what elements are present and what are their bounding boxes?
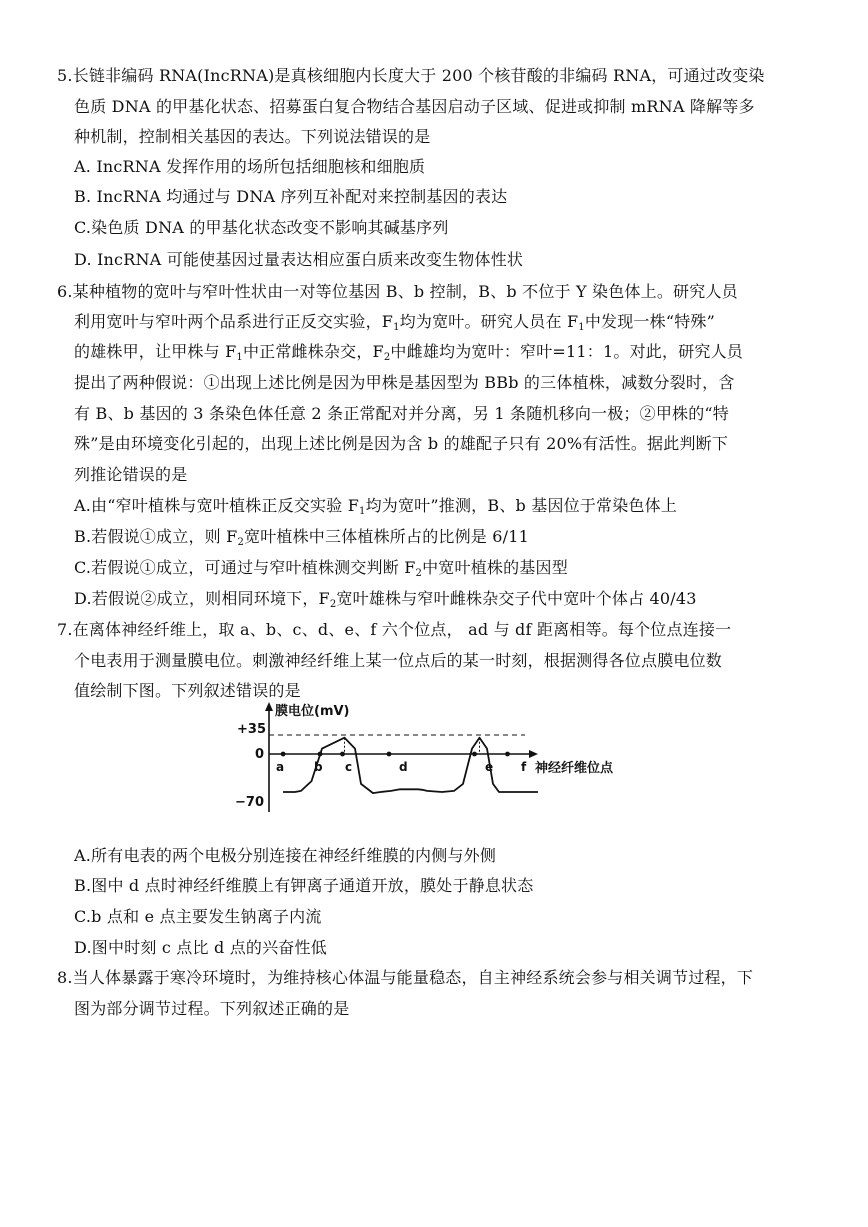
site-dot-c [340, 752, 345, 757]
q6-l2-text-b: 均为宽叶。研究人员在 F [399, 312, 579, 331]
site-dot-d [387, 752, 392, 757]
q5-stem-line-1: 5.长链非编码 RNA(IncRNA)是真核细胞内长度大于 200 个核苷酸的非编码 RNA，可通过改变染 [57, 66, 765, 85]
q5-option-a: A. IncRNA 发挥作用的场所包括细胞核和细胞质 [74, 157, 426, 176]
site-label-a: a [276, 760, 285, 774]
q5-option-b: B. IncRNA 均通过与 DNA 序列互补配对来控制基因的表达 [74, 187, 508, 206]
site-label-b: b [314, 760, 323, 774]
q6-option-b [74, 527, 529, 547]
q6-a-sub: 1 [359, 506, 366, 517]
q6-l3-text-c: 中雌雄均为宽叶：窄叶=11：1。对此，研究人员 [390, 342, 743, 361]
site-dot-b [318, 752, 323, 757]
ytick-minus70: −70 [235, 795, 264, 810]
q6-stem-line-4: 提出了两种假说：①出现上述比例是因为甲株是基因型为 BBb 的三体植株，减数分裂时，含 [74, 373, 735, 392]
q7-stem-line-2: 个电表用于测量膜电位。刺激神经纤维上某一位点后的某一时刻，根据测得各位点膜电位数 [74, 651, 723, 670]
q6-d-text-a: D.若假说②成立，则相同环境下，F [74, 589, 330, 608]
site-dot-a [281, 752, 286, 757]
q6-b-text-b: 宽叶植株中三体植株所占的比例是 6/11 [244, 527, 530, 546]
site-label-d: d [399, 760, 408, 774]
q5-stem-line-3: 种机制，控制相关基因的表达。下列说法错误的是 [74, 127, 431, 146]
q6-d-sub: 2 [329, 599, 337, 610]
q6-l3-sub-b: 2 [383, 352, 391, 363]
q7-option-a: A.所有电表的两个电极分别连接在神经纤维膜的内侧与外侧 [74, 846, 497, 865]
q6-b-sub: 2 [237, 537, 244, 548]
q6-l3-text-a: 的雄株甲，让甲株与 F [74, 342, 237, 361]
membrane-potential-chart [225, 700, 614, 815]
q6-l2-sub-a: 1 [393, 322, 400, 333]
q7-stem-line-1: 7.在离体神经纤维上，取 a、b、c、d、e、f 六个位点， ad 与 df 距离相等。每个位点连接一 [57, 620, 732, 639]
q7-option-b: B.图中 d 点时神经纤维膜上有钾离子通道开放，膜处于静息状态 [74, 876, 534, 895]
q6-a-text-b: 均为宽叶”推测，B、b 基因位于常染色体上 [365, 496, 678, 515]
site-dot-e [472, 752, 477, 757]
x-axis-arrow-icon [529, 750, 538, 758]
q7-stem-line-3: 值绘制下图。下列叙述错误的是 [74, 681, 301, 700]
site-label-c: c [345, 760, 353, 774]
q6-a-text-a: A.由“窄叶植株与宽叶植株正反交实验 F [74, 496, 360, 515]
y-axis-label: 膜电位(mV) [275, 704, 350, 719]
ytick-plus35: +35 [237, 722, 266, 737]
q6-option-d [74, 589, 697, 609]
q6-l3-sub-a: 1 [236, 352, 243, 363]
q6-stem-line-2 [74, 312, 715, 332]
q6-l2-text-c: 中发现一株“特殊” [584, 312, 715, 331]
q6-l2-text-a: 利用宽叶与窄叶两个品系进行正反交实验，F [74, 312, 394, 331]
q6-c-text-a: C.若假说①成立，可通过与窄叶植株测交判断 F [74, 558, 416, 577]
q5-stem-line-2: 色质 DNA 的甲基化状态、招募蛋白复合物结合基因启动子区域、促进或抑制 mRNA 降解等多 [74, 97, 755, 116]
q6-d-text-b: 宽叶雄株与窄叶雌株杂交子代中宽叶个体占 40/43 [336, 589, 697, 608]
q7-option-d: D.图中时刻 c 点比 d 点的兴奋性低 [74, 938, 327, 957]
q6-stem-line-6: 殊”是由环境变化引起的，出现上述比例是因为含 b 的雄配子只有 20%有活性。据此判断下 [74, 434, 729, 453]
q5-option-d: D. IncRNA 可能使基因过量表达相应蛋白质来改变生物体性状 [74, 250, 524, 269]
q5-option-c: C.染色质 DNA 的甲基化状态改变不影响其碱基序列 [74, 218, 449, 237]
y-axis-arrow-icon [265, 702, 273, 711]
q6-option-c [74, 558, 568, 578]
q6-option-a [74, 496, 677, 516]
q8-stem-line-2: 图为部分调节过程。下列叙述正确的是 [74, 999, 350, 1018]
site-dot-f [505, 752, 510, 757]
ytick-zero: 0 [255, 747, 265, 762]
q6-b-text-a: B.若假说①成立，则 F [74, 527, 238, 546]
q6-stem-line-1: 6.某种植物的宽叶与窄叶性状由一对等位基因 B、b 控制，B、b 不位于 Y 染色体上。研究人员 [57, 282, 738, 301]
q6-stem-line-5: 有 B、b 基因的 3 条染色体任意 2 条正常配对并分离，另 1 条随机移向一极；②甲株的“特 [74, 404, 730, 423]
q7-option-c: C.b 点和 e 点主要发生钠离子内流 [74, 907, 322, 926]
x-axis-label: 神经纤维位点 [535, 761, 614, 776]
q6-c-sub: 2 [415, 568, 423, 579]
site-label-f: f [521, 760, 527, 774]
q8-stem-line-1: 8.当人体暴露于寒冷环境时，为维持核心体温与能量稳态，自主神经系统会参与相关调节过程，下 [57, 968, 754, 987]
q6-stem-line-7: 列推论错误的是 [74, 465, 188, 484]
q6-c-text-b: 中宽叶植株的基因型 [422, 558, 568, 577]
q6-stem-line-3 [74, 342, 743, 362]
q6-l3-text-b: 中正常雌株杂交，F [242, 342, 384, 361]
q6-l2-sub-b: 1 [578, 322, 585, 333]
site-label-e: e [485, 760, 494, 774]
